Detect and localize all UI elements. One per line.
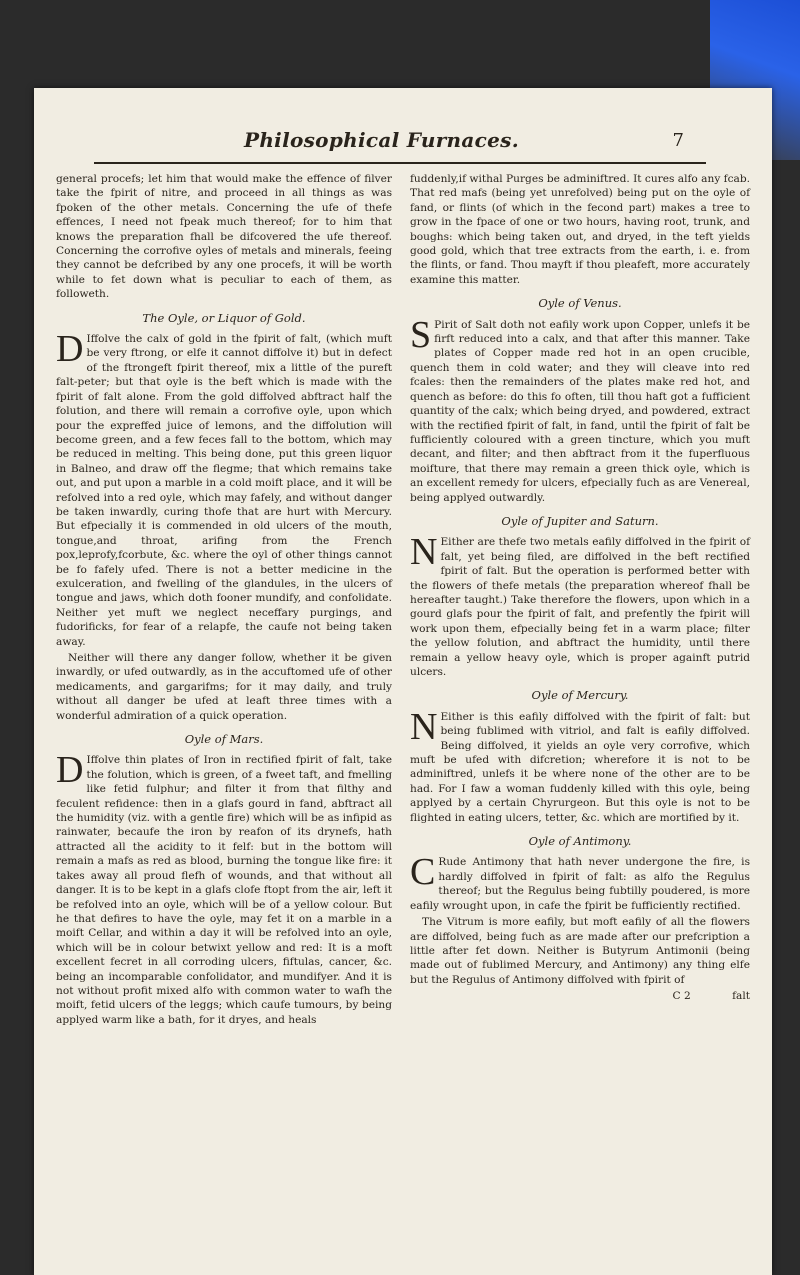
- venus-paragraph: S Pirit of Salt doth not eafily work upon Copper, unlefs it be firft reduced into a calx, and that after this manner. Take plates of Copper made red hot in an open crucible, quench them in cold water; and they will cleave into red fcales: then the remainders of the plates make red hot, and quench as before: do this fo often, till thou haft got a fufficient quantity of the calx; which being dryed, and powdered, extract with the rectified fpirit of falt, in fand, until the fpirit of falt be fufficiently coloured with a green tincture, which you muft decant, and filter; and then abftract from it the fuperfluous moifture, that there may remain a green thick oyle, which is an excellent remedy for ulcers, efpecially fuch as are Venereal, being applyed outwardly.: [410, 313, 750, 504]
- drop-cap: D: [56, 749, 84, 792]
- gold-paragraph: D Iffolve the calx of gold in the fpirit of falt, (which muft be very ftrong, or elfe it cannot diffolve it) but in defect of the ftrongeft fpirit thereof, mix a little of the pureft falt-peter; but that oyle is the beft which is made with the fpirit of falt alone. From the gold diffolved abftract half the folution, and there will remain a corrofive oyle, upon which pour the expreffed juice of lemons, and the diffolution will become green, and a few feces fall to the bottom, which may be reduced in melting. This being done, put this green liquor in Balneo, and draw off the flegme; that which remains take out, and put upon a marble in a cold moift place, and it will be refolved into a red oyle, which may fafely, and without danger be taken inwardly, curing thofe that are hurt with Mercury. But efpecially it is commended in old ulcers of the mouth, tongue,and throat, arifing from the French pox,leprofy,fcorbute, &c. where the oyl of other things cannot be fo fafely ufed. There is not a better medicine in the exulceration, and fwelling of the glandules, in the ulcers of tongue and jaws, which doth fooner mundify, and confolidate. Neither yet muft we neglect neceffary purgings, and fudorificks, for fear of a relapfe, the caufe not being taken away.: [56, 328, 392, 648]
- mars-continuation: fuddenly,if withal Purges be adminiftred. It cures alfo any fcab. That red mafs (being yet unrefolved) being put on the oyle of fand, or flints (of which in the fecond part) makes a tree to grow in the fpace of one or two hours, having root, trunk, and boughs: which being taken out, and dryed, in the teft yields good gold, which that tree extracts from the earth, i. e. from the flints, or fand. Thou mayft if thou pleafeft, more accurately examine this matter.: [410, 173, 750, 286]
- right-column: [410, 172, 750, 1004]
- drop-cap: N: [410, 531, 438, 574]
- page-footer: [410, 989, 750, 1003]
- antimony-heading: Oyle of Antimony.: [528, 834, 632, 849]
- mercury-heading: Oyle of Mercury.: [531, 688, 629, 703]
- page-number: 7: [672, 130, 684, 151]
- left-column: [56, 172, 392, 1029]
- intro-paragraph: general procefs; let him that would make the effence of filver take the fpirit of nitre, and proceed in all things as was fpoken of the other metals. Concerning the ufe of thefe effences, I need not fpeak much thereof; for to him that knows the preparation fhall be difcovered the ufe thereof. Concerning the corrofive oyles of metals and minerals, feeing they cannot be defcribed by any one procefs, it will be worth while to fet down what is peculiar to each of them, as followeth.: [56, 173, 392, 301]
- mars-heading: Oyle of Mars.: [184, 732, 264, 747]
- jupiter-saturn-paragraph: N Either are thefe two metals eafily diffolved in the fpirit of falt, yet being filed, are diffolved in the beft rectified fpirit of falt. But the operation is performed better with the flowers of thefe metals (the preparation whereof fhall be hereafter taught.) Take therefore the flowers, upon which in a gourd glafs pour the fpirit of falt, and prefently the fpirit will work upon them, efpecially being fet in a warm place; filter the yellow folution, and abftract the humidity, until there remain a yellow heavy oyle, which is proper againft putrid ulcers.: [410, 531, 750, 678]
- signature-mark: C 2: [672, 990, 691, 1003]
- venus-heading: Oyle of Venus.: [538, 296, 622, 311]
- page-header: [94, 126, 694, 166]
- running-title: Philosophical Furnaces.: [244, 128, 519, 152]
- catchword: falt: [732, 990, 750, 1003]
- mercury-paragraph: N Either is this eafily diffolved with the fpirit of falt: but being fublimed with vitriol, and falt is eafily diffolved. Being diffolved, it yields an oyle very corrofive, which muft be ufed with difcretion; wherefore it is not to be adminiftred, unlefs it be where none of the other are to be had. For I faw a woman fuddenly killed with this oyle, being applyed by a certain Chyrurgeon. But this oyle is not to be flighted in eating ulcers, tetter, &c. which are mortified by it.: [410, 705, 750, 824]
- gold-heading: The Oyle, or Liquor of Gold.: [142, 310, 306, 325]
- book-page: [34, 88, 772, 1275]
- drop-cap: S: [410, 313, 432, 356]
- drop-cap: D: [56, 328, 84, 371]
- gold-paragraph-2: Neither will there any danger follow, whether it be given inwardly, or ufed outwardly, as in the accuftomed ufe of other medicaments, and gargarifms; for it may daily, and truly without all danger be ufed at leaft three times with a wonderful admiration of a quick operation.: [56, 652, 392, 722]
- drop-cap: N: [410, 705, 438, 748]
- antimony-paragraph-2: The Vitrum is more eafily, but moft eafily of all the flowers are diffolved, being fuch as are made after our prefcription a little after fet down. Neither is Butyrum Antimonii (being made out of fublimed Mercury, and Antimony) any thing elfe but the Regulus of Antimony diffolved with fpirit of: [410, 916, 750, 986]
- drop-cap: C: [410, 851, 436, 894]
- jupiter-saturn-heading: Oyle of Jupiter and Saturn.: [501, 513, 659, 528]
- mars-paragraph: D Iffolve thin plates of Iron in rectified fpirit of falt, take the folution, which is green, of a fweet taft, and fmelling like fetid fulphur; and filter it from that filthy and feculent refidence: then in a glafs gourd in fand, abftract all the humidity (viz. with a gentle fire) which will be as infipid as rainwater, becaufe the iron by reafon of its drynefs, hath attracted all the acidity to it felf: but in the bottom will remain a mafs as red as blood, burning the tongue like fire: it takes away all proud flefh of wounds, and that without all danger. It is to be kept in a glafs clofe ftopt from the air, left it be refolved into an oyle, which will be of a yellow colour. But he that defires to have the oyle, may fet it on a marble in a moift Cellar, and within a day it will be refolved into an oyle, which will be in colour betwixt yellow and red: It is a moft excellent fecret in all corroding ulcers, fiftulas, cancer, &c. being an incomparable confolidator, and mundifyer. And it is not without profit mixed alfo with common water to wafh the moift, fetid ulcers of the leggs; which caufe tumours, by being applyed warm like a bath, for it dryes, and heals: [56, 749, 392, 1026]
- antimony-paragraph: C Rude Antimony that hath never undergone the fire, is hardly diffolved in fpirit of falt: as alfo the Regulus thereof; but the Regulus being fubtilly poudered, is more eafily wrought upon, in cafe the fpirit be fufficiently rectified.: [410, 851, 750, 912]
- header-rule: [94, 162, 706, 164]
